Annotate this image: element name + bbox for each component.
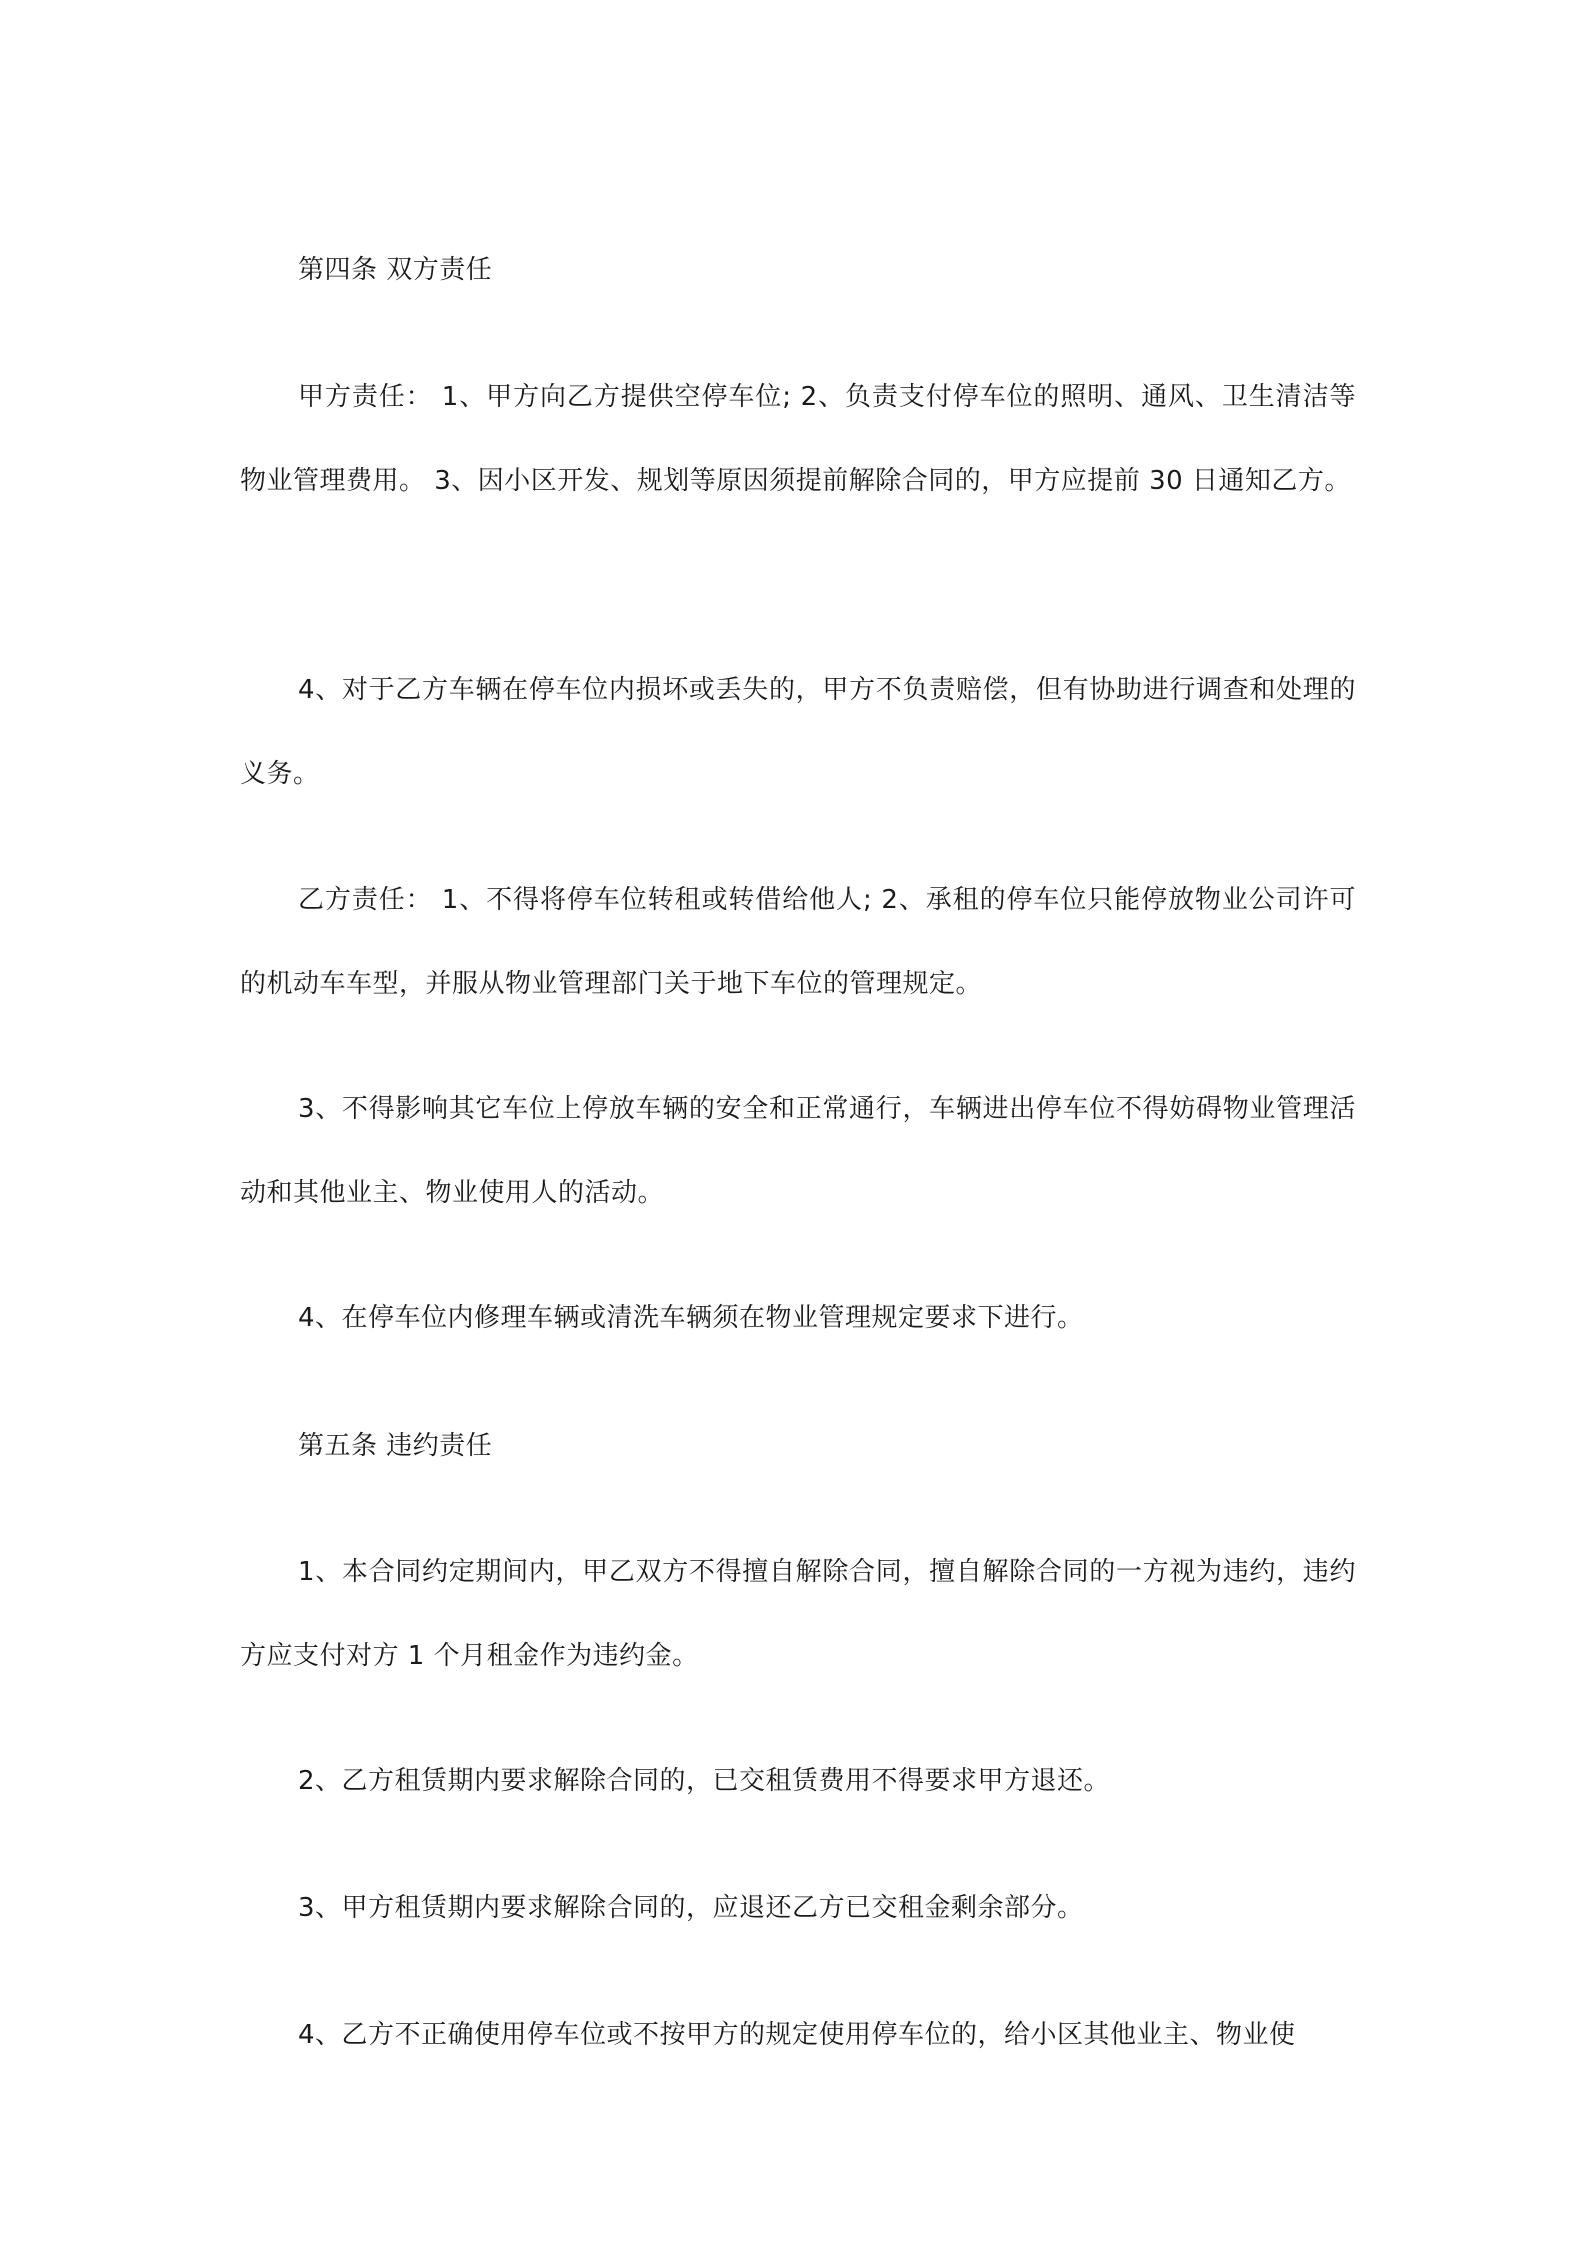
party-a-clause-4: 4、对于乙方车辆在停车位内损坏或丢失的，甲方不负责赔偿，但有协助进行调查和处理的义务。 bbox=[240, 675, 1356, 789]
party-b-clause-3: 3、不得影响其它车位上停放车辆的安全和正常通行，车辆进出停车位不得妨碍物业管理活动和其他业主、物业使用人的活动。 bbox=[240, 1094, 1356, 1208]
breach-clause-1: 1、本合同约定期间内，甲乙双方不得擅自解除合同，擅自解除合同的一方视为违约，违约方应支付对方 1 个月租金作为违约金。 bbox=[240, 1557, 1356, 1671]
article-4-heading: 第四条 双方责任 bbox=[298, 255, 493, 285]
party-b-clause-4: 4、在停车位内修理车辆或清洗车辆须在物业管理规定要求下进行。 bbox=[298, 1303, 1084, 1333]
party-b-responsibilities: 乙方责任： 1、不得将停车位转租或转借给他人; 2、承租的停车位只能停放物业公司许可的机动车车型，并服从物业管理部门关于地下车位的管理规定。 bbox=[240, 885, 1356, 999]
article-5-heading: 第五条 违约责任 bbox=[298, 1431, 493, 1461]
breach-clause-4: 4、乙方不正确使用停车位或不按甲方的规定使用停车位的，给小区其他业主、物业使 bbox=[298, 2020, 1296, 2050]
breach-clause-2: 2、乙方租赁期内要求解除合同的，已交租赁费用不得要求甲方退还。 bbox=[298, 1766, 1111, 1796]
document-page bbox=[240, 0, 1356, 2244]
party-a-responsibilities: 甲方责任： 1、甲方向乙方提供空停车位; 2、负责支付停车位的照明、通风、卫生清洁等物业管理费用。 3、因小区开发、规划等原因须提前解除合同的，甲方应提前 30 日通知乙方。 bbox=[240, 382, 1356, 496]
breach-clause-3: 3、甲方租赁期内要求解除合同的，应退还乙方已交租金剩余部分。 bbox=[298, 1893, 1084, 1923]
